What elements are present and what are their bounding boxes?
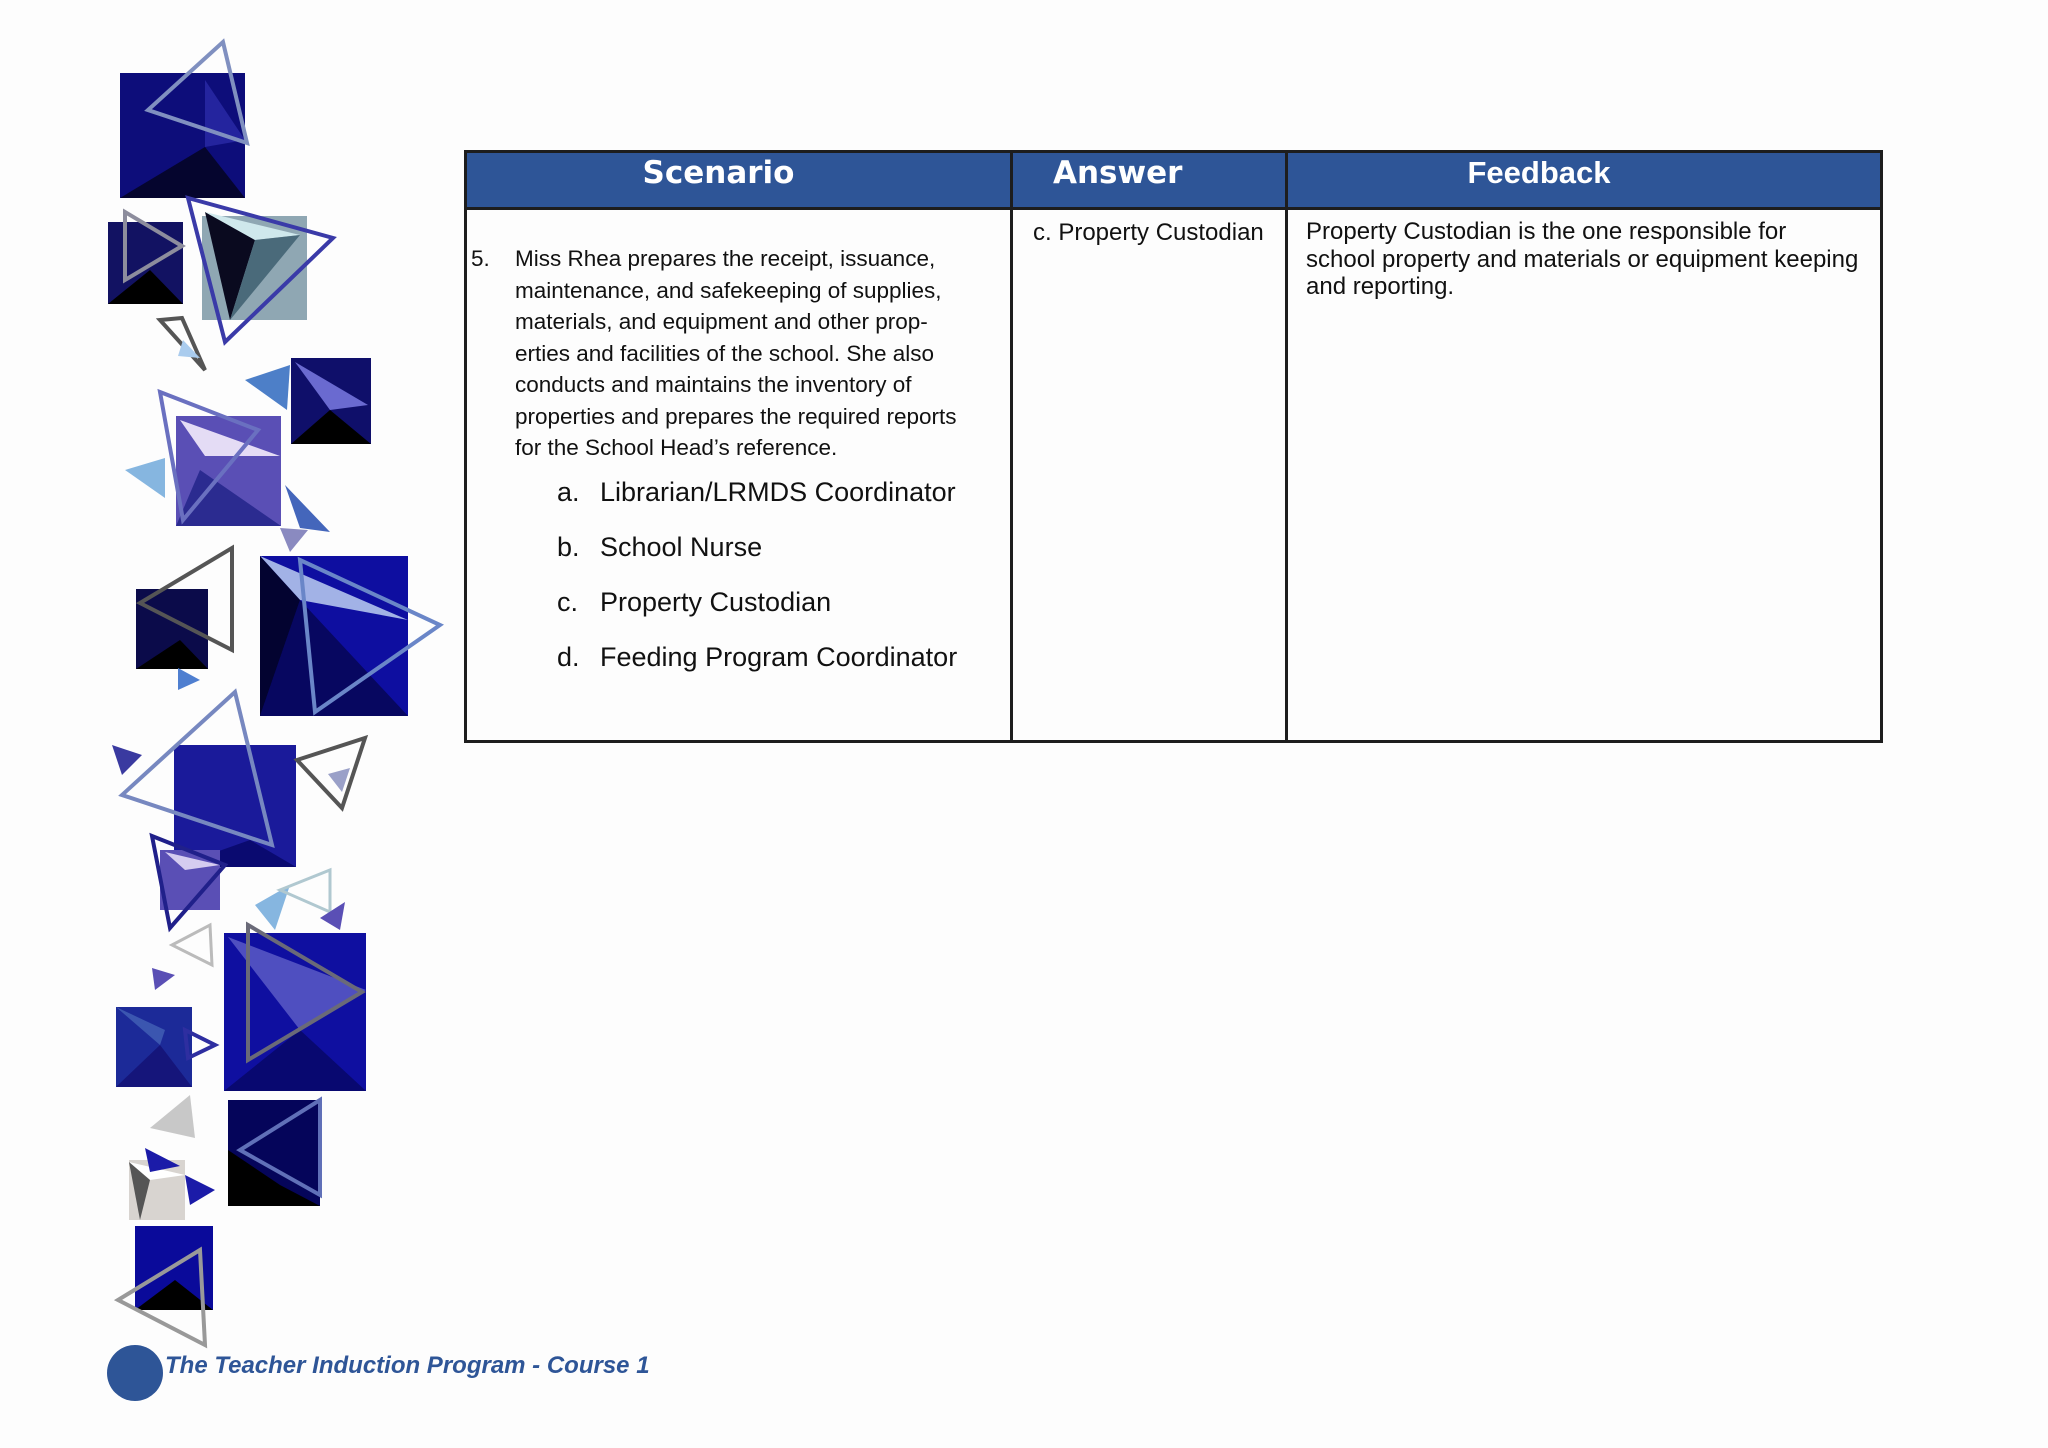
feedback-cell — [1287, 209, 1882, 742]
answer-cell — [1012, 209, 1287, 742]
option-letter: c. — [557, 586, 579, 617]
footer-text: The Teacher Induction Program - Course 1 — [165, 1352, 650, 1379]
options-list — [467, 472, 1010, 692]
feedback-text: Property Custodian is the one responsible for school property and materials or equipment keeping and reporting. — [1306, 218, 1859, 300]
option-letter: d. — [557, 641, 580, 672]
scenario-cell — [466, 209, 1012, 742]
feedback-header: Feedback — [1287, 152, 1882, 209]
table-header-row — [466, 152, 1882, 209]
answer-text: c. Property Custodian — [1033, 219, 1264, 246]
option-c — [557, 582, 1010, 637]
table-row — [466, 209, 1882, 742]
option-letter: b. — [557, 531, 580, 562]
question — [467, 210, 1010, 464]
option-text: School Nurse — [600, 531, 763, 562]
question-text: Miss Rhea prepares the receipt, issuance, maintenance, and safekeeping of supplies, materials, and equipment and other prop-erties and facilities of the school. She also conducts and maintains the inventory of properties and prepares the required reports for the School Head’s reference. — [515, 246, 957, 460]
scenario-header: Scenario — [466, 152, 1012, 209]
option-text: Feeding Program Coordinator — [600, 641, 958, 672]
footer-circle-icon — [107, 1345, 163, 1401]
footer — [107, 1345, 650, 1401]
option-b — [557, 527, 1010, 582]
scenario-table — [464, 150, 1883, 743]
option-a — [557, 472, 1010, 527]
decorative-triangle-pattern — [0, 0, 460, 1448]
option-text: Librarian/LRMDS Coordinator — [600, 476, 956, 507]
option-text: Property Custodian — [600, 586, 832, 617]
answer-header: Answer — [1012, 152, 1287, 209]
option-letter: a. — [557, 476, 580, 507]
option-d — [557, 637, 1010, 692]
question-number: 5. — [471, 246, 490, 271]
